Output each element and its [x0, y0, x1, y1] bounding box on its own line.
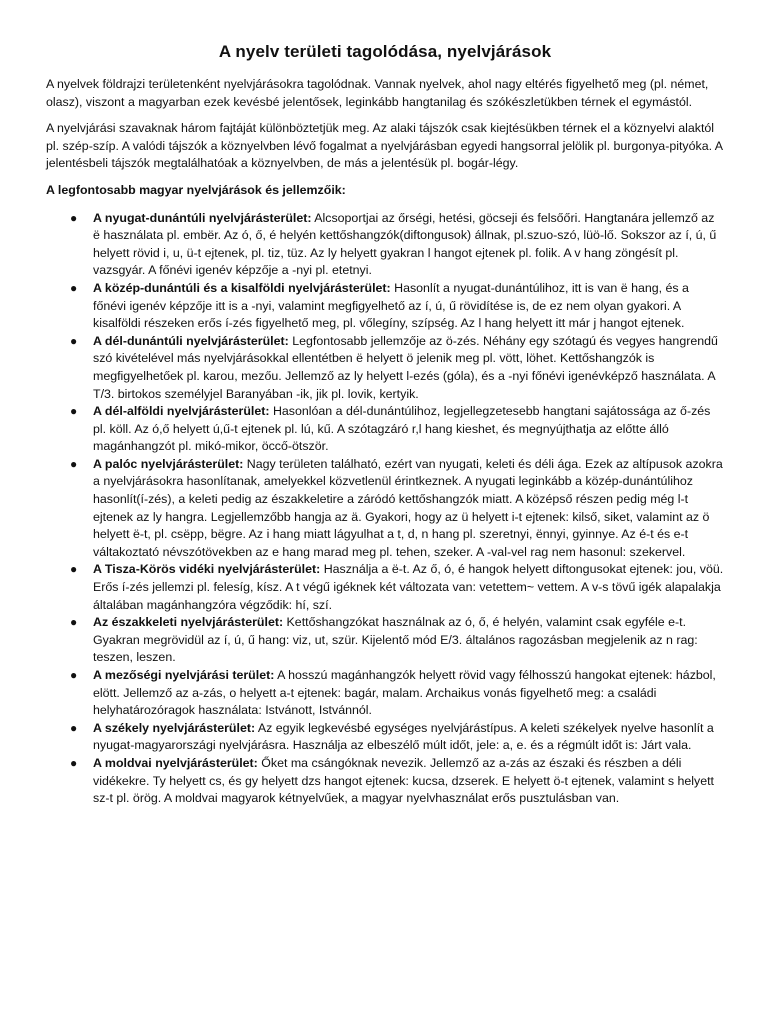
- dialect-list: [46, 210, 724, 808]
- dialect-description: A hosszú magánhangzók helyett rövid vagy félhosszú hangokat ejtenek: házbol, elött. Jellemző az a-zás, o helyett a-t ejtenek: bagár, malam. Archaikus vonás figyelhető meg: a családi helyhatározóragok használata: Istvánott, Istvánnól.: [93, 668, 716, 718]
- dialect-name: A Tisza-Körös vidéki nyelvjárásterület:: [93, 562, 321, 577]
- list-item: [46, 333, 724, 403]
- list-item: [46, 561, 724, 614]
- dialect-description: Legfontosabb jellemzője az ö-zés. Néhány egy szótagú és vegyes hangrendű szó kivételével más nyelvjárásokkal ellentétben ë helyett ö jelenik meg pl. vött, löhet. Kettőshangzók is megfigyelhetőek pl. karou, mezőu. Jellemző az ly helyett l-ezés (góla), és a -nyi főnévi igenévképző használata. A T/3. birtokos személyjel Baranyában -ik, jik pl. lovik, kertyik.: [93, 333, 718, 401]
- dialect-name: A moldvai nyelvjárásterület:: [93, 755, 258, 770]
- dialect-name: A nyugat-dunántúli nyelvjárásterület:: [93, 210, 312, 225]
- dialect-description: Kettőshangzókat használnak az ó, ő, é helyén, valamint csak egyféle e-t. Gyakran megrövidül az í, ú, ű hang: viz, ut, szür. Kijelentő mód E/3. általános ragozásban megjelenik az n rag: teszen, leszen.: [93, 615, 698, 665]
- bullet-icon: ●: [70, 720, 78, 735]
- page-title: A nyelv területi tagolódása, nyelvjárások: [218, 42, 552, 61]
- dialect-name: Az északkeleti nyelvjárásterület:: [93, 615, 284, 630]
- list-item: [46, 210, 724, 280]
- list-item: [46, 280, 724, 333]
- list-item: [46, 720, 724, 755]
- bullet-icon: ●: [70, 280, 78, 295]
- list-item: [46, 755, 724, 808]
- dialect-name: A székely nyelvjárásterület:: [93, 720, 256, 735]
- document-page: [46, 42, 724, 808]
- list-heading: A legfontosabb magyar nyelvjárások és jellemzőik:: [46, 182, 346, 197]
- bullet-icon: ●: [70, 404, 78, 419]
- bullet-icon: ●: [70, 615, 78, 630]
- dialect-description: Nagy területen található, ezért van nyugati, keleti és déli ága. Ezek az altípusok azokra a nyelvjárásokra hasonlítanak, amelyekkel közvetlenül érintkeznek. A nyugati leginkább a közép-dunántúlihoz hasonlít(í-zés), a keleti pedig az északkeletire a záródó kettőshangzók miatt. A középső részen pedig még l-t ejtenek az ly hangra. Legjellemzőbb hangja az ä. Gyakori, hogy az ü helyett i-t ejtenek: kilső, siket, valamint az ö helyett ë-t, pl. csëpp, bëgre. Az i hang miatt lágyulhat a t, d, n hang pl. szeretnyi, ënnyi, gyinnye. Az é-t és e-t váltakoztató névszótövekben az e hang marad meg pl. tehen, szeker. A -val-vel rag nem hasonul: szekervel.: [93, 456, 723, 559]
- dialect-name: A dél-alföldi nyelvjárásterület:: [93, 404, 270, 419]
- list-item: [46, 403, 724, 456]
- dialect-name: A közép-dunántúli és a kisalföldi nyelvjárásterület:: [93, 280, 391, 295]
- dialect-description: Őket ma csángóknak nevezik. Jellemző az a-zás az északi és részben a déli vidékekre. Ty helyett cs, és gy helyett dzs hangot ejtenek: kucsa, dzserek. E helyett ö-t ejtenek, valamint s helyett sz-t pl. örög. A moldvai magyarok kétnyelvűek, a magyar nyelvhasználat erős pusztulásban van.: [93, 755, 714, 806]
- dialect-name: A mezőségi nyelvjárási terület:: [93, 668, 275, 682]
- list-item: [46, 667, 724, 720]
- bullet-icon: ●: [70, 456, 78, 471]
- bullet-icon: ●: [70, 755, 78, 770]
- list-item: [46, 456, 724, 562]
- dialect-description: Alcsoportjai az őrségi, hetési, göcseji és felsőőri. Hangtanára jellemző az ë használata pl. embër. Az ó, ő, é helyén kettőshangzók(diftongusok) állnak, pl.szuo-szó, lüö-lő. Sokszor az í, ú, ű helyett rövid i, u, ü-t ejtenek, pl. tiz, tüz. Az ly helyett gyakran l hangot ejtenek pl. folik. A v hang zöngésít pl. vazsgyár. A főnévi igenév képzője a -nyi pl. etetnyi.: [93, 210, 717, 278]
- bullet-icon: ●: [70, 562, 78, 577]
- dialect-words-paragraph: A nyelvjárási szavaknak három fajtáját különböztetjük meg. Az alaki tájszók csak kiejtésükben térnek el a köznyelvi alaktól pl. szép-szíp. A valódi tájszók a köznyelvben lévő fogalmat a nyelvjárásban egyedi hangsorral jelölik pl. burgonya-pityóka. A jelentésbeli tájszók megtalálhatóak a köznyelvben, de más a jelentésük pl. bogár-légy.: [46, 121, 723, 171]
- dialect-description: Hasonlóan a dél-dunántúlihoz, legjellegzetesebb hangtani sajátossága az ő-zés pl. köll. Az ó,ő helyett ú,ű-t ejtenek pl. lú, kű. A szótagzáró r,l hang kieshet, és megnyújthatja az előtte álló magánhangzót pl. mikó-mikor, öccő-ötször.: [93, 404, 711, 454]
- dialect-name: A dél-dunántúli nyelvjárásterület:: [93, 333, 289, 348]
- bullet-icon: ●: [70, 668, 78, 682]
- dialect-description: Az egyik legkevésbé egységes nyelvjárástípus. A keleti székelyek nyelve hasonlít a nyugat-magyarországi nyelvjárásra. Használja az elbeszélő múlt időt, jele: a, e. és a régmúlt időt is: Járt vala.: [93, 720, 714, 753]
- dialect-name: A palóc nyelvjárásterület:: [93, 456, 244, 471]
- list-item: [46, 614, 724, 667]
- bullet-icon: ●: [70, 333, 78, 348]
- intro-paragraph: A nyelvek földrajzi területenként nyelvjárásokra tagolódnak. Vannak nyelvek, ahol nagy eltérés figyelhető meg (pl. német, olasz), viszont a magyarban ezek kevésbé jelentősek, leginkább hangtanilag és szókészletükben térnek el egymástól.: [46, 77, 709, 109]
- bullet-icon: ●: [70, 210, 78, 225]
- dialect-description: Használja a ë-t. Az ő, ó, é hangok helyett diftongusokat ejtenek: jou, vöü. Erős í-zés jellemzi pl. felesíg, kísz. A t végű igéknek két változata van: vetettem~ vettem. A v-s tövű igék alapalakja általában magánhangzóra végződik: hí, szí.: [93, 562, 724, 612]
- dialect-description: Hasonlít a nyugat-dunántúlihoz, itt is van ë hang, és a főnévi igenév képzője itt is a -nyi, valamint megfigyelhető az í, ú, ű rövidítése is, de ez nem olyan gyakori. A kisalföldi részeken erős í-zés figyelhető meg, pl. vőlegíny, szípség. Az l hang helyett itt már j hangot ejtenek.: [93, 280, 689, 331]
